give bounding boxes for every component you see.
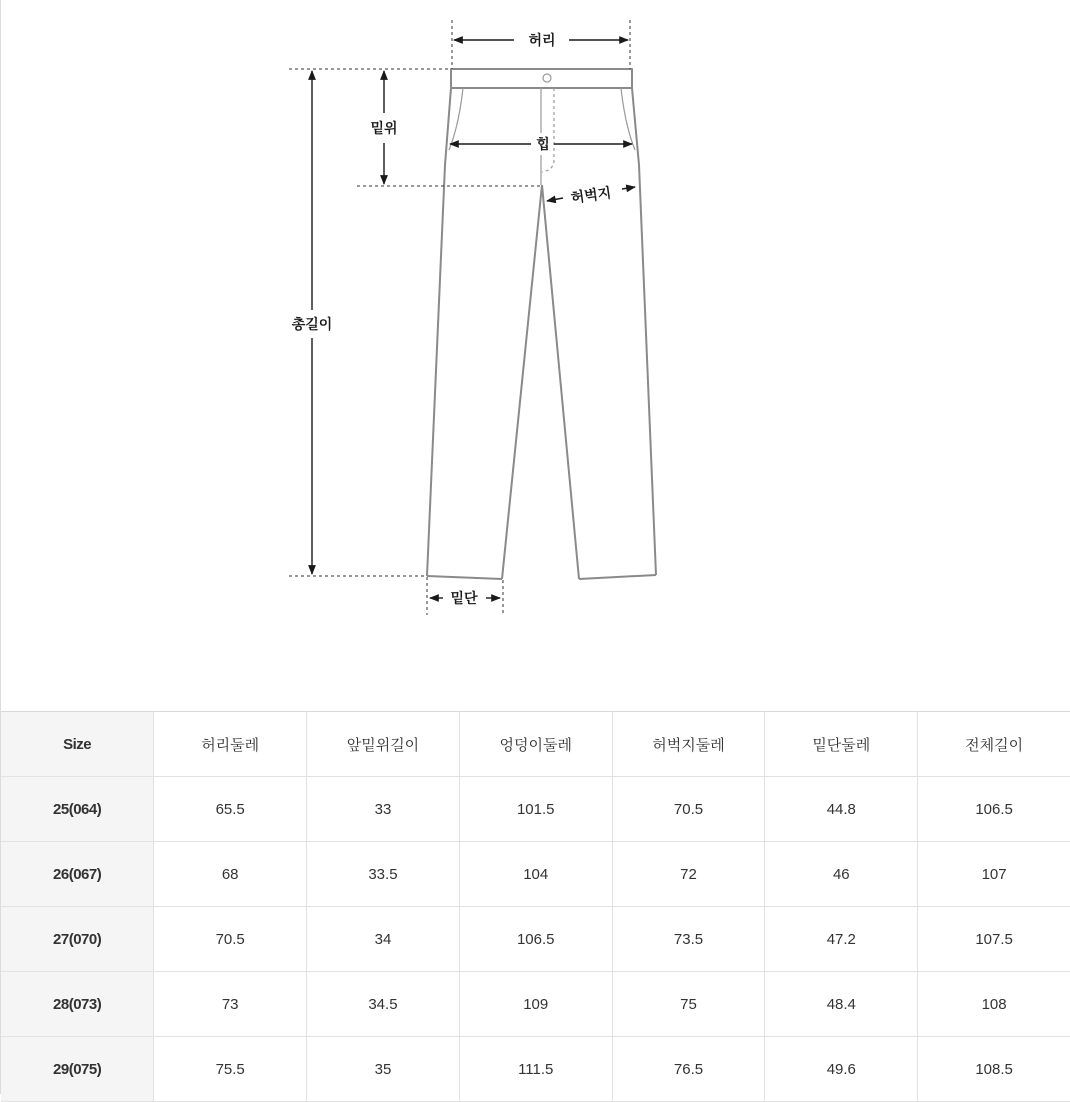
- pants-measurement-diagram: [1, 0, 1070, 700]
- table-cell: 73: [154, 972, 307, 1037]
- table-cell: 65.5: [154, 777, 307, 842]
- table-cell: 101.5: [459, 777, 612, 842]
- table-row: [1, 907, 1070, 972]
- thigh-arrow-left: [547, 198, 563, 201]
- table-cell: 46: [765, 842, 918, 907]
- table-cell: 73.5: [612, 907, 765, 972]
- header-front-rise: 앞밑위길이: [307, 712, 460, 777]
- table-cell: 72: [612, 842, 765, 907]
- table-cell: 104: [459, 842, 612, 907]
- table-cell: 70.5: [612, 777, 765, 842]
- table-cell: 44.8: [765, 777, 918, 842]
- table-cell: 33.5: [307, 842, 460, 907]
- table-cell: 107: [918, 842, 1070, 907]
- table-row: [1, 777, 1070, 842]
- table-cell: 111.5: [459, 1037, 612, 1102]
- total-length-label: 총길이: [291, 317, 333, 333]
- table-cell: 70.5: [154, 907, 307, 972]
- table-cell: 48.4: [765, 972, 918, 1037]
- table-cell: 35: [307, 1037, 460, 1102]
- table-cell: 47.2: [765, 907, 918, 972]
- table-cell: 68: [154, 842, 307, 907]
- table-cell: 76.5: [612, 1037, 765, 1102]
- size-cell: 28(073): [1, 972, 154, 1037]
- hip-label: 힙: [536, 137, 550, 153]
- table-cell: 49.6: [765, 1037, 918, 1102]
- hem-label: 밑단: [450, 591, 478, 607]
- table-cell: 34: [307, 907, 460, 972]
- table-cell: 106.5: [918, 777, 1070, 842]
- table-cell: 108.5: [918, 1037, 1070, 1102]
- header-thigh: 허벅지둘레: [612, 712, 765, 777]
- table-header-row: [1, 712, 1070, 777]
- table-cell: 75: [612, 972, 765, 1037]
- thigh-label: 허벅지: [569, 185, 613, 207]
- size-cell: 25(064): [1, 777, 154, 842]
- header-total-length: 전체길이: [918, 712, 1070, 777]
- table-cell: 107.5: [918, 907, 1070, 972]
- table-cell: 34.5: [307, 972, 460, 1037]
- pants-details: [449, 74, 635, 185]
- size-cell: 26(067): [1, 842, 154, 907]
- thigh-arrow-right: [622, 187, 635, 189]
- rise-label: 밑위: [370, 121, 398, 137]
- header-size: Size: [1, 712, 154, 777]
- waist-label: 허리: [528, 33, 556, 49]
- size-cell: 27(070): [1, 907, 154, 972]
- table-cell: 109: [459, 972, 612, 1037]
- size-cell: 29(075): [1, 1037, 154, 1102]
- header-waist: 허리둘레: [154, 712, 307, 777]
- table-cell: 108: [918, 972, 1070, 1037]
- table-row: [1, 1037, 1070, 1102]
- table-row: [1, 842, 1070, 907]
- table-row: [1, 972, 1070, 1037]
- dimension-arrows: [312, 40, 635, 598]
- header-hip: 엉덩이둘레: [459, 712, 612, 777]
- header-hem: 밑단둘레: [765, 712, 918, 777]
- button-icon: [543, 74, 551, 82]
- table-cell: 75.5: [154, 1037, 307, 1102]
- table-cell: 106.5: [459, 907, 612, 972]
- table-cell: 33: [307, 777, 460, 842]
- size-table: [1, 711, 1070, 1102]
